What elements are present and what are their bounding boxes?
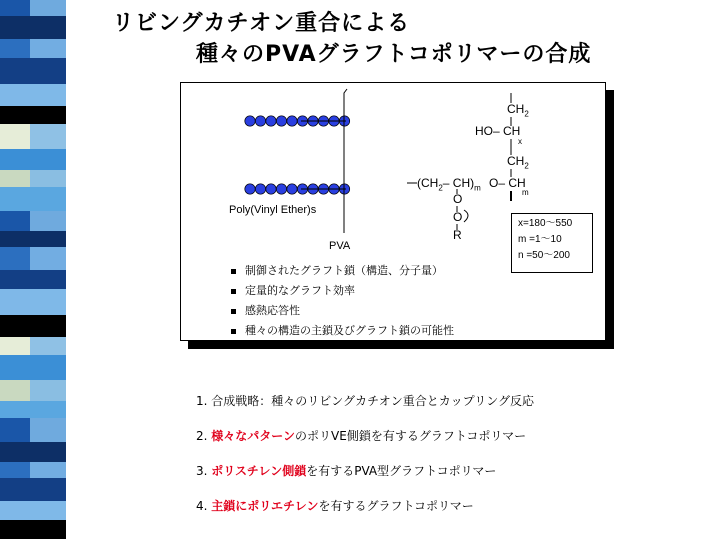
bead-icon bbox=[266, 116, 276, 126]
bead-icon bbox=[276, 184, 286, 194]
feature-list bbox=[231, 261, 454, 341]
decorative-strip bbox=[0, 0, 66, 539]
param-m: m =1～10 bbox=[518, 234, 562, 245]
summary-number: 4. bbox=[196, 499, 212, 513]
bullet-icon bbox=[231, 309, 236, 314]
feature-item: 制御されたグラフト鎖（構造、分子量） bbox=[231, 261, 454, 281]
chem-sub-x: x bbox=[518, 137, 522, 146]
page-title-line1: リビングカチオン重合による bbox=[112, 11, 411, 36]
feature-item: 種々の構造の主鎖及びグラフト鎖の可能性 bbox=[231, 321, 454, 341]
chem-ch2-top: $CH_2$ bbox=[507, 102, 529, 119]
summary-item bbox=[196, 497, 534, 532]
page-title-line2: 種々のPVAグラフトコポリマーの合成 bbox=[196, 42, 592, 67]
bead-icon bbox=[255, 116, 265, 126]
param-n: n =50～200 bbox=[518, 250, 570, 261]
summary-emphasis: 主鎖にポリエチレン bbox=[211, 499, 319, 513]
chem-o2: O bbox=[453, 210, 463, 224]
summary-list bbox=[196, 392, 534, 532]
chem-main-chain: ($CH_2-$ $CH)_m$ bbox=[417, 176, 481, 193]
feature-item: 定量的なグラフト効率 bbox=[231, 281, 454, 301]
bead-icon bbox=[276, 116, 286, 126]
feature-item: 感熱応答性 bbox=[231, 301, 454, 321]
chem-o1: O bbox=[453, 192, 463, 206]
bullet-icon bbox=[231, 289, 236, 294]
summary-text: のポリVE側鎖を有するグラフトコポリマー bbox=[295, 429, 527, 443]
summary-text: 合成戦略：種々のリビングカチオン重合とカップリング反応 bbox=[211, 394, 534, 408]
bead-icon bbox=[266, 184, 276, 194]
summary-item bbox=[196, 462, 534, 497]
summary-emphasis: ポリスチレン側鎖 bbox=[211, 464, 307, 478]
bead-icon bbox=[287, 184, 297, 194]
bead-icon bbox=[287, 116, 297, 126]
diagram-panel bbox=[180, 82, 606, 341]
chem-ch2-mid: $CH_2$ bbox=[507, 154, 529, 171]
chem-ho-ch: HO– CH bbox=[475, 124, 521, 138]
param-x: x=180～550 bbox=[518, 218, 573, 229]
parameter-box bbox=[511, 213, 593, 273]
summary-item bbox=[196, 427, 534, 462]
chem-r: R bbox=[453, 228, 462, 242]
pva-label: PVA bbox=[329, 240, 351, 252]
chem-ch-m: m bbox=[522, 188, 529, 197]
pva-backbone-icon bbox=[344, 89, 347, 233]
summary-emphasis: 様々なパターン bbox=[211, 429, 296, 443]
summary-number: 1. bbox=[196, 394, 212, 408]
bead-icon bbox=[255, 184, 265, 194]
summary-number: 3. bbox=[196, 464, 212, 478]
poly-vinyl-ether-label: Poly(Vinyl Ether)s bbox=[229, 204, 317, 216]
summary-text: を有するグラフトコポリマー bbox=[318, 499, 474, 513]
summary-number: 2. bbox=[196, 429, 212, 443]
summary-item bbox=[196, 392, 534, 427]
bullet-icon bbox=[231, 269, 236, 274]
bead-icon bbox=[245, 184, 255, 194]
bead-icon bbox=[245, 116, 255, 126]
bond-line bbox=[464, 210, 468, 222]
summary-text: を有するPVA型グラフトコポリマー bbox=[306, 464, 497, 478]
chem-o-ch: O– CH bbox=[489, 176, 526, 190]
bullet-icon bbox=[231, 329, 236, 334]
